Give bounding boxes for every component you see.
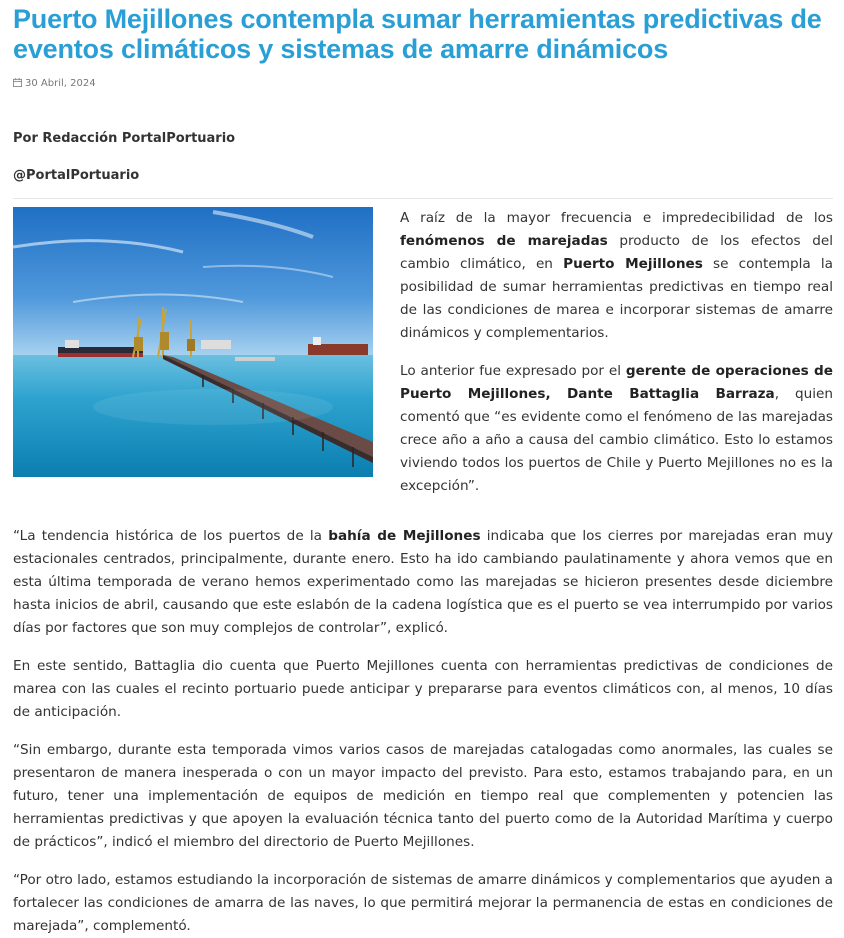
text: “La tendencia histórica de los puertos de la [13,528,329,544]
paragraph-6: “Por otro lado, estamos estudiando la incorporación de sistemas de amarre dinámicos y complementarios que ayuden a fortalecer las condiciones de amarra de las naves, lo que permitirá mejorar la permanencia de estas en condiciones de marejada”, complementó. [13,872,833,934]
text: se contempla la posibilidad de sumar herramientas predictivas en tiempo real de las condiciones de marea e incorporar sistemas de amarre dinámicos y complementarios. [400,256,833,341]
paragraph-5: “Sin embargo, durante esta temporada vimos varios casos de marejadas catalogadas como anormales, las cuales se presentaron de manera inesperada o con un mayor impacto del previsto. Para esto, estamos trabajando para, en un futuro, tener una implementación de equipos de medición en tiempo real que complementen y potencien las herramientas predictivas y que apoyen la evaluación técnica tanto del puerto como de la Autoridad Marítima y cuerpo de prácticos”, indicó el miembro del directorio de Puerto Mejillones. [13,742,833,850]
date-text: 30 Abril, 2024 [25,78,96,89]
text: A raíz de la mayor frecuencia e impredecibilidad de los [400,210,833,226]
divider [13,198,833,199]
port-photo [13,207,373,477]
article-title: Puerto Mejillones contempla sumar herramientas predictivas de eventos climáticos y sistemas de amarre dinámicos [13,4,822,64]
bold-text: gerente de operaciones de Puerto Mejillones, Dante Battaglia Barraza [400,363,833,402]
article [13,0,833,938]
article-body [13,525,833,938]
author-handle[interactable]: @PortalPortuario [13,168,140,183]
paragraph-2 [400,360,833,498]
paragraph-3 [13,525,833,640]
bold-text: Puerto Mejillones [563,256,703,272]
text: producto de los efectos del cambio climático, en [400,233,833,272]
paragraph-1 [400,207,833,345]
paragraph-4: En este sentido, Battaglia dio cuenta que Puerto Mejillones cuenta con herramientas predictivas de condiciones de marea con las cuales el recinto portuario puede anticipar y prepararse para eventos climáticos con, al menos, 10 días de anticipación. [13,658,833,720]
lead-section [13,207,833,513]
bold-text: bahía de Mejillones [328,528,481,544]
text: Lo anterior fue expresado por el [400,363,626,379]
lead-text [400,207,833,513]
byline: Por Redacción PortalPortuario [13,131,236,146]
bold-text: fenómenos de marejadas [400,233,608,249]
article-date [13,77,833,91]
text: indicaba que los cierres por marejadas eran muy estacionales centrados, principalmente, durante enero. Esto ha ido cambiando paulatinamente y ahora vemos que en esta última temporada de verano hemos experimentado como las marejadas se hicieron presentes desde diciembre hasta inicios de abril, causando que este eslabón de la cadena logística que es el puerto se vea interrumpido por varios días por factores que son muy complejos de controlar”, explicó. [13,528,834,636]
calendar-icon [13,78,22,87]
text: , quien comentó que “es evidente como el fenómeno de las marejadas crece año a año a causa del cambio climático. Esto lo estamos viviendo todos los puertos de Chile y Puerto Mejillones no es la excepción”. [400,386,833,494]
